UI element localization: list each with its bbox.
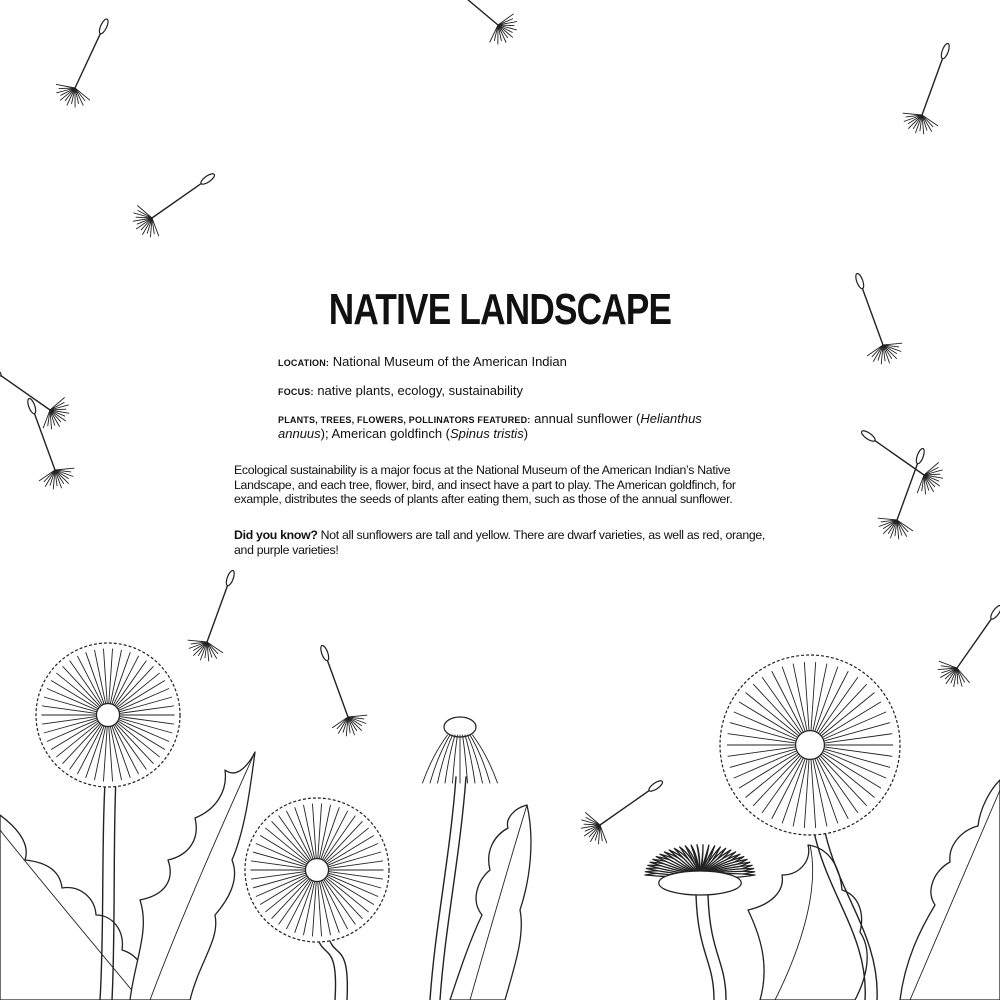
- seed-head: [245, 798, 389, 1000]
- focus-label: FOCUS:: [278, 387, 314, 397]
- seed: [898, 37, 965, 139]
- focus-value: native plants, ecology, sustainability: [317, 383, 524, 398]
- seed: [12, 392, 79, 494]
- featured-value-c: ): [523, 426, 529, 441]
- seed: [305, 639, 372, 741]
- leaf-left: [0, 815, 150, 1000]
- focus-line: [278, 384, 748, 399]
- leaf-center: [450, 805, 531, 1000]
- seed: [931, 595, 1000, 694]
- seed: [183, 564, 250, 666]
- featured-value-b: ); American goldfinch (: [320, 426, 450, 441]
- featured-scientific-name-b: Spinus tristis: [450, 426, 524, 441]
- location-value: National Museum of the American Indian: [332, 354, 567, 369]
- featured-value-a: annual sunflower (: [534, 411, 641, 426]
- seed: [50, 11, 124, 113]
- location-line: [278, 355, 748, 370]
- leaf-left-2: [130, 752, 255, 1000]
- leaf-far-right: [900, 780, 1000, 1000]
- dandelion-flowers: [645, 845, 755, 1000]
- featured-line: [278, 412, 748, 440]
- featured-scientific-name-a: Helianthus annuus: [278, 411, 702, 441]
- did-you-know-text: Not all sunflowers are tall and yellow. There are dwarf varieties, as well as red, orange, and purple varieties!: [234, 528, 766, 557]
- page-title: NATIVE LANDSCAPE: [328, 285, 672, 334]
- seed: [126, 159, 225, 244]
- did-you-know-lead: Did you know?: [234, 528, 318, 542]
- seed: [428, 0, 524, 51]
- flower: [645, 845, 755, 1000]
- seed: [851, 416, 950, 501]
- featured-label: PLANTS, TREES, FLOWERS, POLLINATORS FEATURED:: [278, 415, 531, 425]
- did-you-know: [234, 528, 774, 557]
- seed: [873, 442, 940, 544]
- body-paragraph: Ecological sustainability is a major focus at the National Museum of the American Indian’s Native Landscape, and each tree, flower, bird, and insect have a part to play. The American goldfinch, for example, distributes the seeds of plants after eating them, such as those of the annual sunflower.: [234, 463, 736, 506]
- location-label: LOCATION:: [278, 358, 330, 368]
- seed: [574, 766, 673, 851]
